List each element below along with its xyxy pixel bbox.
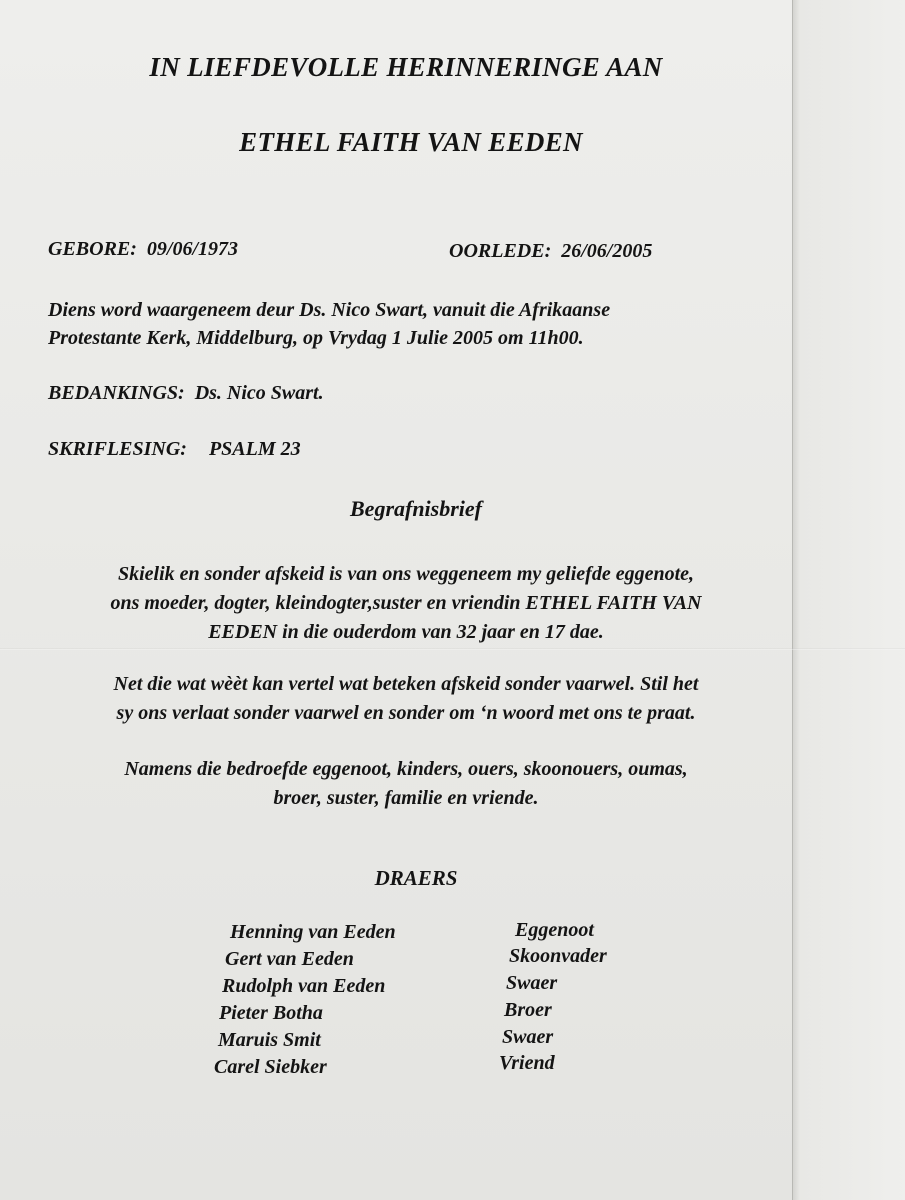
thanks-value: Ds. Nico Swart. xyxy=(194,382,324,404)
pallbearer-name: Pieter Botha xyxy=(219,1002,323,1024)
letter-paragraph-1-line: Skielik en sonder afskeid is van ons weggeneem my geliefde eggenote, xyxy=(117,563,695,585)
pallbearer-name: Rudolph van Eeden xyxy=(222,975,386,997)
letter-paragraph-3-line: broer, suster, familie en vriende. xyxy=(273,787,539,809)
letter-paragraph-1-line: ons moeder, dogter, kleindogter,suster en vriendin ETHEL FAITH VAN xyxy=(110,592,702,614)
letter-paragraph-3-line: Namens die bedroefde eggenoot, kinders, ouers, skoonouers, oumas, xyxy=(124,758,688,780)
letter-paragraph-1-line: EEDEN in die ouderdom van 32 jaar en 17 dae. xyxy=(208,621,604,643)
reading-value: PSALM 23 xyxy=(208,438,301,460)
folded-paper-edge xyxy=(792,0,905,1200)
letter-paragraph-2 xyxy=(40,670,772,728)
pallbearer-relation: Swaer xyxy=(502,1026,554,1048)
reading-line xyxy=(48,438,301,461)
service-line-1: Diens word waargeneem deur Ds. Nico Swart, vanuit die Afrikaanse xyxy=(48,299,611,321)
pallbearer-name: Henning van Eeden xyxy=(230,921,396,943)
reading-label: SKRIFLESING: xyxy=(48,438,187,460)
heading-line-1: IN LIEFDEVOLLE HERINNERINGE AAN xyxy=(149,52,663,82)
pallbearer-name: Gert van Eeden xyxy=(225,948,354,970)
pallbearer-name: Maruis Smit xyxy=(218,1029,321,1051)
born-value: 09/06/1973 xyxy=(146,238,239,260)
letter-paragraph-3 xyxy=(40,755,772,813)
thanks-label: BEDANKINGS: xyxy=(48,382,185,404)
service-line-2: Protestante Kerk, Middelburg, op Vrydag 1 Julie 2005 om 11h00. xyxy=(48,327,584,349)
pallbearer-relation: Broer xyxy=(504,999,552,1021)
died-value: 26/06/2005 xyxy=(561,240,653,262)
pallbearer-relation: Swaer xyxy=(506,972,558,994)
pallbearers-title: DRAERS xyxy=(374,866,458,890)
thanks-line xyxy=(48,382,324,405)
pallbearer-name: Carel Siebker xyxy=(214,1056,327,1078)
letter-paragraph-1 xyxy=(40,560,772,647)
pallbearer-relation: Skoonvader xyxy=(509,945,607,967)
pallbearer-relation: Eggenoot xyxy=(515,919,594,941)
pallbearer-relation: Vriend xyxy=(499,1052,555,1074)
letter-paragraph-2-line: Net die wat wèèt kan vertel wat beteken afskeid sonder vaarwel. Stil het xyxy=(113,673,699,695)
died-date xyxy=(449,240,652,263)
deceased-name: ETHEL FAITH VAN EEDEN xyxy=(239,127,583,157)
letter-paragraph-2-line: sy ons verlaat sonder vaarwel en sonder om ‘n woord met ons te praat. xyxy=(116,702,696,724)
letter-title: Begrafnisbrief xyxy=(350,496,482,521)
born-label: GEBORE: xyxy=(48,238,137,260)
died-label: OORLEDE: xyxy=(449,240,552,262)
born-date xyxy=(48,238,238,261)
